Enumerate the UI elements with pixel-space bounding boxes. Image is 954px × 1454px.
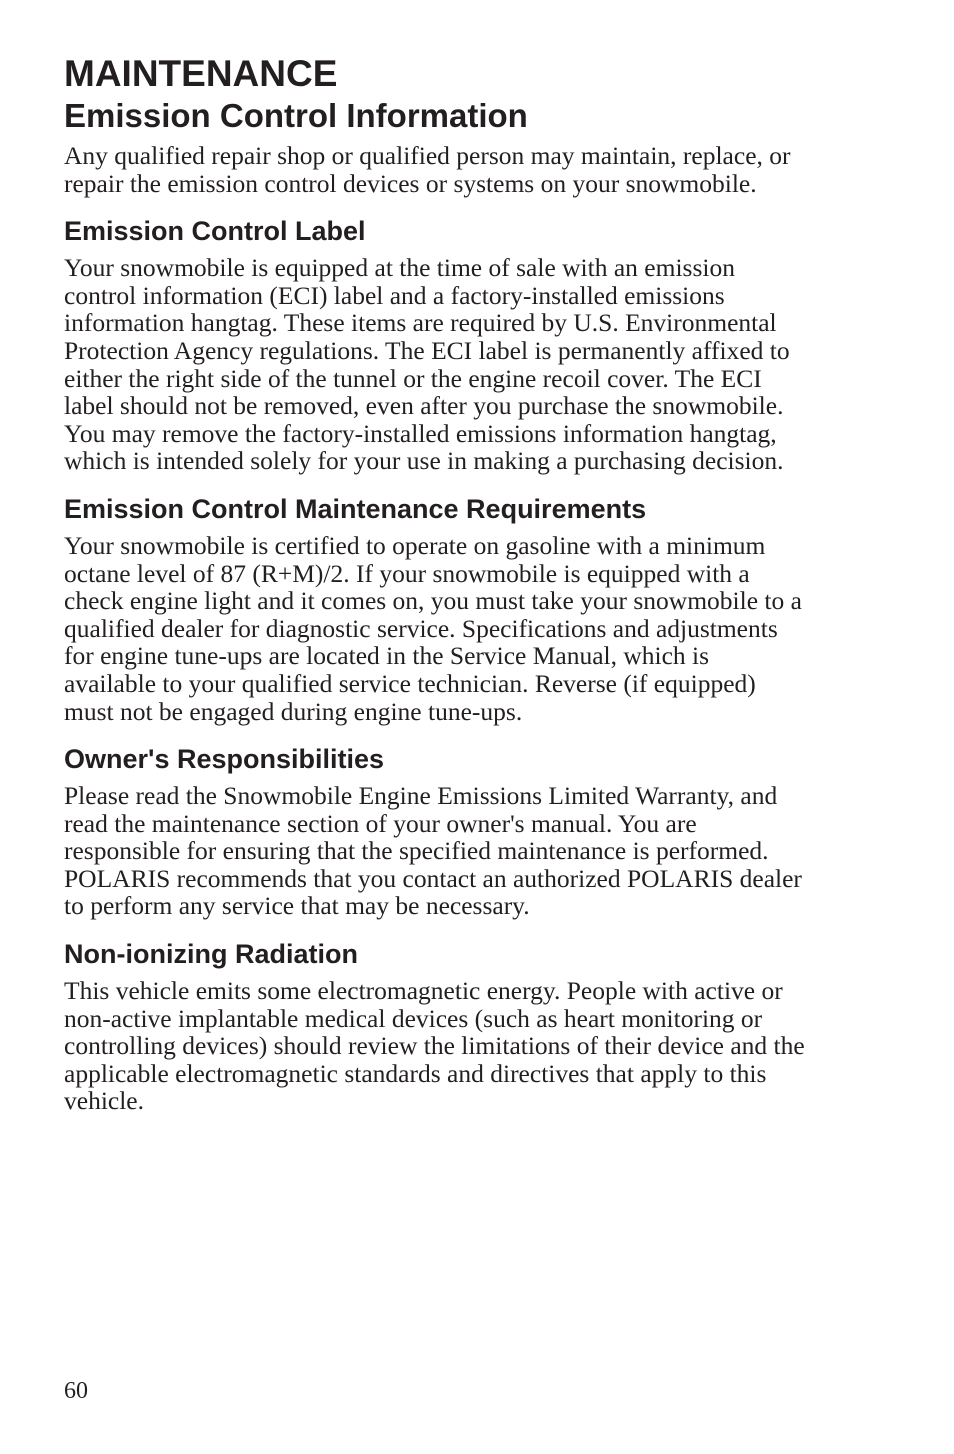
section-non-ionizing-radiation (64, 937, 874, 1115)
section-heading: Emission Control Maintenance Requirements (64, 493, 647, 524)
section-emission-control-label (64, 214, 874, 475)
intro-paragraph: Any qualified repair shop or qualified person may maintain, replace, or repair the emission control devices or systems on your snowmobile. (64, 141, 791, 198)
page-number: 60 (64, 1378, 88, 1404)
section-heading: Owner's Responsibilities (64, 744, 385, 775)
section-body: This vehicle emits some electromagnetic energy. People with active or non-active implantable medical devices (such as heart monitoring or controlling devices) should review the limitations of their device and the applicable electromagnetic standards and directives that apply to this vehicle. (64, 976, 805, 1116)
section-title: Emission Control Information (64, 97, 528, 134)
section-body: Please read the Snowmobile Engine Emissions Limited Warranty, and read the maintenance section of your owner's manual. You are responsible for ensuring that the specified maintenance is performed. POLARIS recommends that you contact an authorized POLARIS dealer to perform any service that may be necessary. (64, 781, 802, 921)
chapter-title: MAINTENANCE (64, 53, 338, 94)
section-body: Your snowmobile is equipped at the time of sale with an emission control information (ECI) label and a factory-installed emissions information hangtag. These items are required by U.S. Environmental Protection Agency regulations. The ECI label is permanently affixed to either the right side of the tunnel or the engine recoil cover. The ECI label should not be removed, even after you purchase the snowmobile. You may remove the factory-installed emissions information hangtag, which is intended solely for your use in making a purchasing decision. (64, 253, 790, 476)
section-body: Your snowmobile is certified to operate on gasoline with a minimum octane level of 87 (R+M)/2. If your snowmobile is equipped with a check engine light and it comes on, you must take your snowmobile to a qualified dealer for diagnostic service. Specifications and adjustments for engine tune-ups are located in the Service Manual, which is available to your qualified service technician. Reverse (if equipped) must not be engaged during engine tune-ups. (64, 530, 802, 726)
manual-page (64, 52, 874, 1115)
section-owners-responsibilities (64, 742, 874, 920)
section-heading: Non-ionizing Radiation (64, 939, 358, 970)
section-maintenance-requirements (64, 492, 874, 725)
section-heading: Emission Control Label (64, 216, 366, 247)
